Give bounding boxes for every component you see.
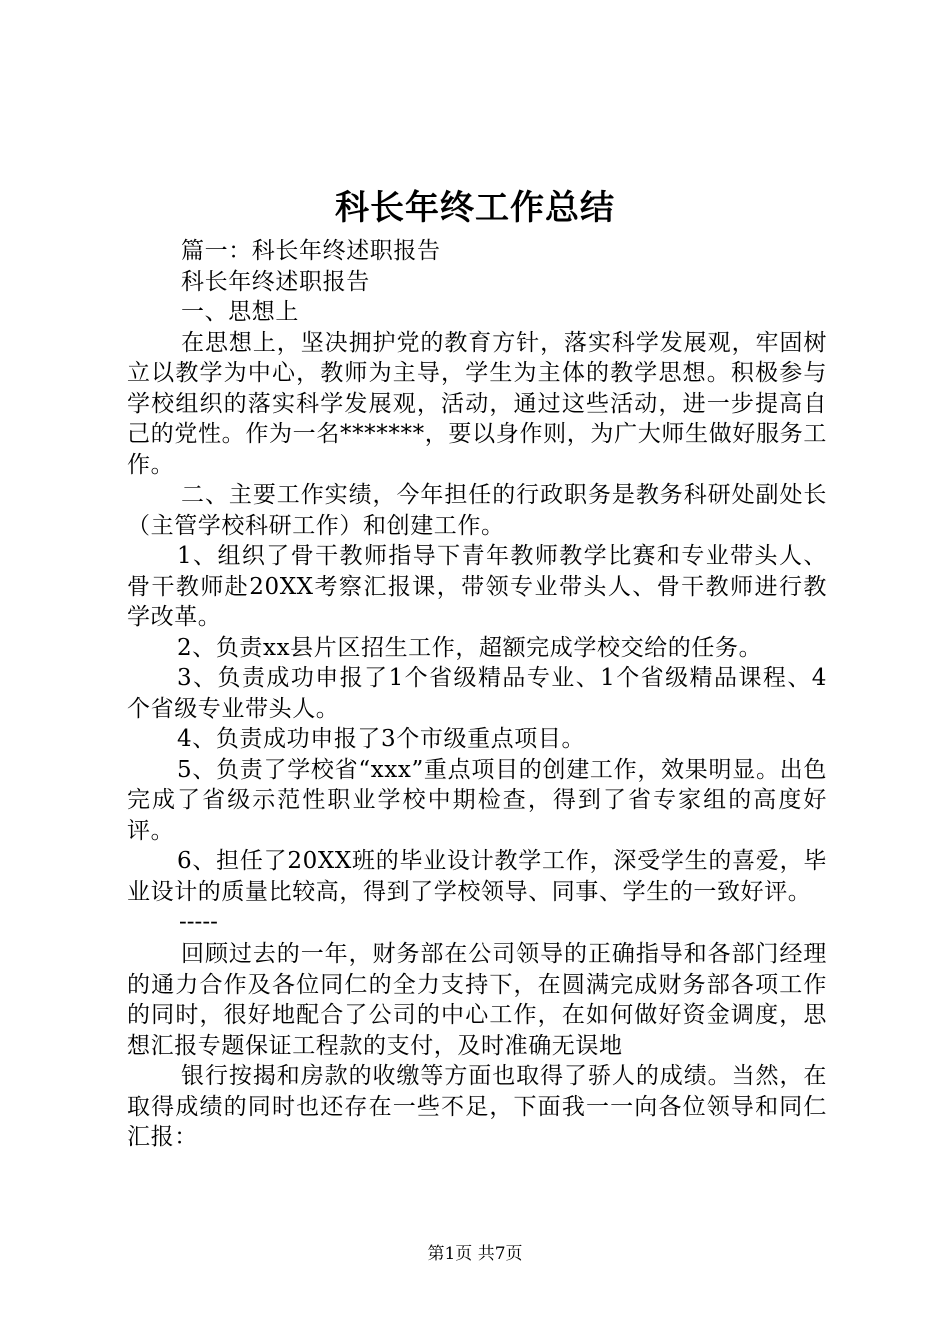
paragraph-review: 回顾过去的一年，财务部在公司领导的正确指导和各部门经理的通力合作及各位同仁的全力支持下，在圆满完成财务部各项工作的同时，很好地配合了公司的中心工作，在如何做好资金调度，思想汇报专题保证工程款的支付，及时准确无误地	[127, 941, 827, 1059]
paragraph-item-4: 4、负责成功申报了3个市级重点项目。	[177, 726, 586, 752]
document-body	[127, 236, 827, 1153]
separator-line: -----	[179, 909, 218, 935]
paragraph-item-6: 6、担任了20XX班的毕业设计教学工作，深受学生的喜爱，毕业设计的质量比较高，得到了学校领导、同事、学生的一致好评。	[127, 848, 827, 905]
paragraph-item-3: 3、负责成功申报了1个省级精品专业、1个省级精品课程、4个省级专业带头人。	[127, 665, 827, 722]
paragraph-main-work: 二、主要工作实绩，今年担任的行政职务是教务科研处副处长（主管学校科研工作）和创建工作。	[127, 482, 827, 539]
paragraph-item-1: 1、组织了骨干教师指导下青年教师教学比赛和专业带头人、骨干教师赴20XX考察汇报课，带领专业带头人、骨干教师进行教学改革。	[127, 543, 827, 630]
page-number-footer: 第1页 共7页	[427, 1244, 523, 1264]
paragraph-item-2: 2、负责xx县片区招生工作，超额完成学校交给的任务。	[177, 634, 763, 661]
paragraph-report-title: 科长年终述职报告	[181, 268, 370, 295]
document-title: 科长年终工作总结	[335, 188, 615, 228]
paragraph-item-5: 5、负责了学校省“xxx”重点项目的创建工作，效果明显。出色完成了省级示范性职业学校中期检查，得到了省专家组的高度好评。	[127, 756, 827, 844]
paragraph-heading-thought: 一、思想上	[181, 299, 299, 325]
paragraph-section-heading: 篇一：科长年终述职报告	[181, 238, 441, 264]
paragraph-thought: 在思想上，坚决拥护党的教育方针，落实科学发展观，牢固树立以教学为中心，教师为主导，学生为主体的教学思想。积极参与学校组织的落实科学发展观，活动，通过这些活动，进一步提高自己的党性。作为一名*******，要以身作则，为广大师生做好服务工作。	[127, 329, 827, 478]
paragraph-review-continued: 银行按揭和房款的收缴等方面也取得了骄人的成绩。当然，在取得成绩的同时也还存在一些不足，下面我一一向各位领导和同仁汇报：	[127, 1063, 827, 1150]
